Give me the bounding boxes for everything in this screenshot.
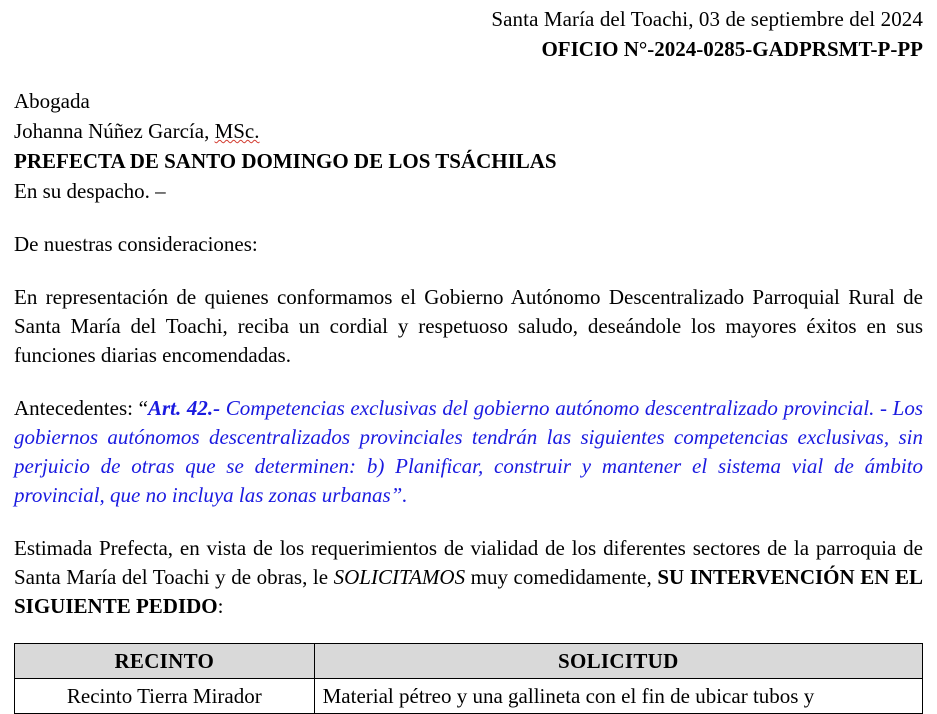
paragraph-request xyxy=(14,534,923,621)
document-header xyxy=(14,4,923,64)
cell-recinto: Recinto Tierra Mirador xyxy=(15,679,315,714)
addressee-name: Johanna Núñez García, xyxy=(14,119,210,143)
salutation: De nuestras consideraciones: xyxy=(14,232,258,256)
place-and-date: Santa María del Toachi, 03 de septiembre del 2024 xyxy=(491,7,923,31)
antecedentes-body: Competencias exclusivas del gobierno autónomo descentralizado provincial. - Los gobiernos autónomos descentralizados provinciales tendrán las siguientes competencias exclusivas, sin perjuicio de otras que se determinen: b) Planificar, construir y mantener el sistema vial de ámbito provincial, que no incluya las zonas urbanas”. xyxy=(14,396,923,507)
request-part-1: Estimada Prefecta, en vista de los requerimientos de vialidad de los diferentes sectores de la parroquia de Santa María del Toachi y de obras, le xyxy=(14,536,923,589)
request-strong: SU INTERVENCIÓN EN EL SIGUIENTE PEDIDO xyxy=(14,565,923,618)
antecedentes-article: Art. 42.- xyxy=(147,396,221,420)
antecedentes-lead: Antecedentes: “ xyxy=(14,396,148,420)
document-page xyxy=(0,4,937,708)
addressee-name-suffix: MSc. xyxy=(214,119,260,143)
column-header-solicitud: SOLICITUD xyxy=(314,644,922,679)
request-part-2: muy comedidamente, xyxy=(465,565,658,589)
cell-solicitud: Material pétreo y una gallineta con el fin de ubicar tubos y xyxy=(314,679,922,714)
oficio-number-line xyxy=(14,34,923,64)
oficio-label: OFICIO N°- xyxy=(541,37,655,61)
column-header-recinto: RECINTO xyxy=(15,644,315,679)
addressee-position: PREFECTA DE SANTO DOMINGO DE LOS TSÁCHILAS xyxy=(14,149,557,173)
paragraph-antecedentes xyxy=(14,394,923,510)
addressee-delivery: En su despacho. – xyxy=(14,179,166,203)
addressee-name-line xyxy=(14,116,923,146)
pedido-table xyxy=(14,643,923,714)
addressee-title: Abogada xyxy=(14,89,90,113)
paragraph-introduction: En representación de quienes conformamos el Gobierno Autónomo Descentralizado Parroquial Rural de Santa María del Toachi, reciba un cordial y respetuoso saludo, deseándole los mayores éxitos en sus funciones diarias encomendadas. xyxy=(14,285,923,367)
table-header-row xyxy=(15,644,923,679)
oficio-number: 2024-0285-GADPRSMT-P-PP xyxy=(654,37,923,61)
request-part-3: : xyxy=(217,594,224,618)
table-row xyxy=(15,679,923,714)
addressee-block xyxy=(14,86,923,206)
request-emphasis: SOLICITAMOS xyxy=(333,565,466,589)
